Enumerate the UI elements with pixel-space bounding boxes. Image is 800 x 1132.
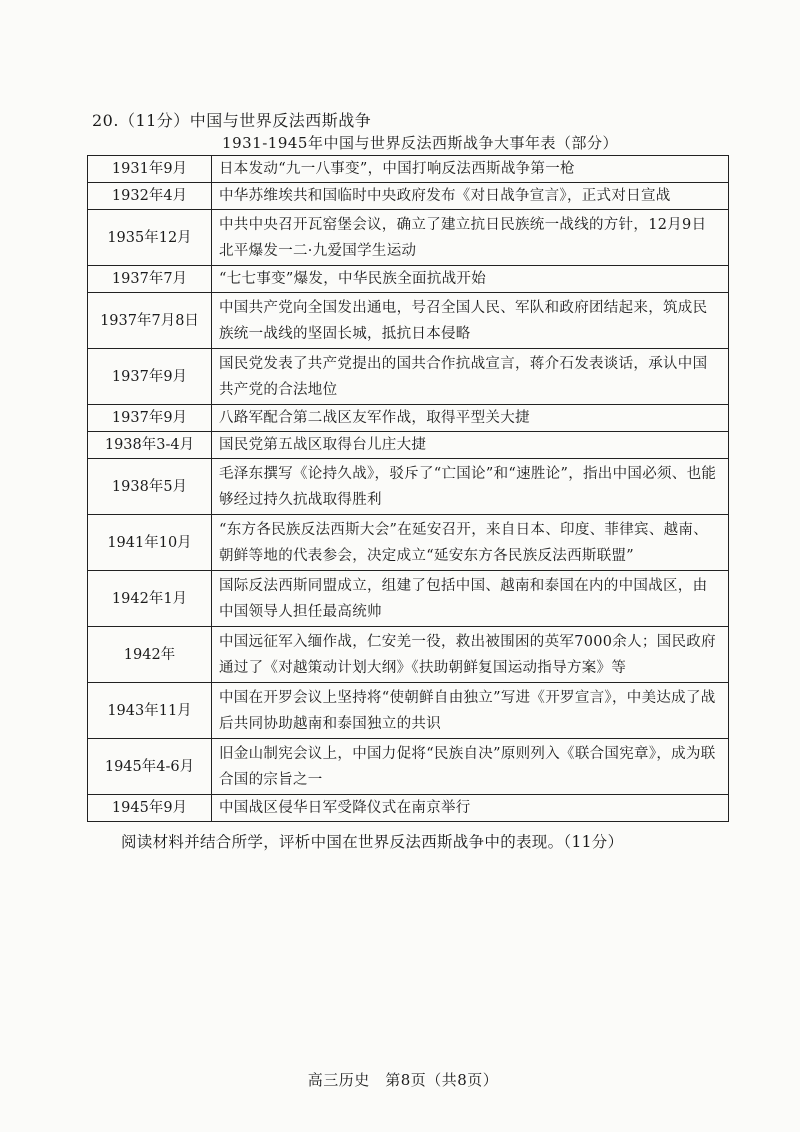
event-text: 中国在开罗会议上坚持将“使朝鲜自由独立”写进《开罗宣言》，中美达成了战后共同协助越南和泰国独立的共识 — [212, 683, 729, 739]
event-text: 旧金山制宪会议上，中国力促将“民族自决”原则列入《联合国宪章》，成为联合国的宗旨之一 — [212, 739, 729, 795]
table-caption: 1931-1945年中国与世界反法西斯战争大事年表（部分） — [222, 134, 618, 152]
event-text: “七七事变”爆发，中华民族全面抗战开始 — [212, 266, 729, 293]
event-date: 1932年4月 — [88, 183, 212, 210]
event-text: 日本发动“九一八事变”，中国打响反法西斯战争第一枪 — [212, 156, 729, 183]
event-date: 1943年11月 — [88, 683, 212, 739]
event-text: 中共中央召开瓦窑堡会议，确立了建立抗日民族统一战线的方针，12月9日北平爆发一二·九爱国学生运动 — [212, 210, 729, 266]
event-date: 1937年7月8日 — [88, 293, 212, 349]
table-row — [88, 183, 729, 210]
table-row — [88, 266, 729, 293]
event-text: 八路军配合第二战区友军作战，取得平型关大捷 — [212, 405, 729, 432]
table-row — [88, 459, 729, 515]
event-text: 中华苏维埃共和国临时中央政府发布《对日战争宣言》，正式对日宣战 — [212, 183, 729, 210]
event-date: 1937年9月 — [88, 349, 212, 405]
event-text: 中国远征军入缅作战，仁安羌一役，救出被围困的英军7000余人；国民政府通过了《对越策动计划大纲》《扶助朝鲜复国运动指导方案》等 — [212, 627, 729, 683]
question-title: 20.（11分）中国与世界反法西斯战争 — [92, 111, 372, 130]
table-row — [88, 571, 729, 627]
event-date: 1931年9月 — [88, 156, 212, 183]
event-text: 国民党第五战区取得台儿庄大捷 — [212, 432, 729, 459]
event-text: 国民党发表了共产党提出的国共合作抗战宣言，蒋介石发表谈话，承认中国共产党的合法地位 — [212, 349, 729, 405]
event-text: “东方各民族反法西斯大会”在延安召开，来自日本、印度、菲律宾、越南、朝鲜等地的代表参会，决定成立“延安东方各民族反法西斯联盟” — [212, 515, 729, 571]
event-text: 中国战区侵华日军受降仪式在南京举行 — [212, 795, 729, 822]
chronology-table — [87, 155, 729, 822]
table-row — [88, 515, 729, 571]
table-row — [88, 683, 729, 739]
event-date: 1935年12月 — [88, 210, 212, 266]
event-date: 1942年1月 — [88, 571, 212, 627]
table-row — [88, 739, 729, 795]
event-date: 1937年9月 — [88, 405, 212, 432]
question-instruction: 阅读材料并结合所学，评析中国在世界反法西斯战争中的表现。（11分） — [121, 833, 624, 851]
table-row — [88, 210, 729, 266]
event-date: 1945年9月 — [88, 795, 212, 822]
table-row — [88, 293, 729, 349]
event-date: 1938年3-4月 — [88, 432, 212, 459]
table-row — [88, 627, 729, 683]
event-date: 1942年 — [88, 627, 212, 683]
event-date: 1941年10月 — [88, 515, 212, 571]
table-row — [88, 405, 729, 432]
table-row — [88, 432, 729, 459]
event-text: 国际反法西斯同盟成立，组建了包括中国、越南和泰国在内的中国战区，由中国领导人担任最高统帅 — [212, 571, 729, 627]
table-row — [88, 795, 729, 822]
table-row — [88, 156, 729, 183]
page-footer: 高三历史 第8页（共8页） — [307, 1071, 499, 1089]
event-date: 1945年4-6月 — [88, 739, 212, 795]
event-date: 1937年7月 — [88, 266, 212, 293]
event-text: 毛泽东撰写《论持久战》，驳斥了“亡国论”和“速胜论”，指出中国必须、也能够经过持久抗战取得胜利 — [212, 459, 729, 515]
event-text: 中国共产党向全国发出通电，号召全国人民、军队和政府团结起来，筑成民族统一战线的坚固长城，抵抗日本侵略 — [212, 293, 729, 349]
table-row — [88, 349, 729, 405]
event-date: 1938年5月 — [88, 459, 212, 515]
